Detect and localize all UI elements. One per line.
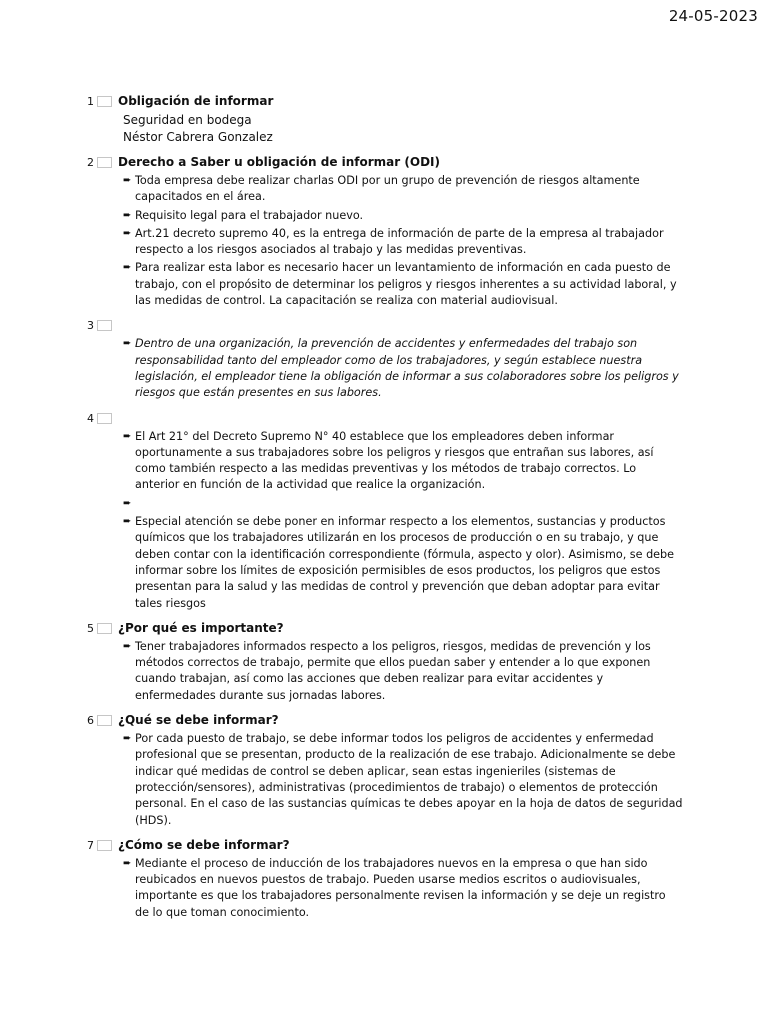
entry-number: 5 [87, 621, 94, 635]
entry-number: 2 [87, 156, 94, 169]
arrow-bullet-icon: ➨ [123, 516, 132, 528]
bullet-list [123, 429, 683, 612]
bullet-item [123, 429, 683, 494]
arrow-bullet-icon: ➨ [123, 430, 132, 442]
outline-entry [0, 317, 768, 401]
outline-entry [0, 712, 768, 829]
outline-entry-header [0, 410, 768, 427]
bullet-item [123, 336, 683, 401]
arrow-bullet-icon: ➨ [123, 733, 132, 745]
outline-entry-header [0, 154, 768, 171]
entry-checkbox[interactable] [97, 715, 112, 726]
bullet-text: Para realizar esta labor es necesario hacer un levantamiento de información en cada puesto de trabajo, con el propósito de determinar los peligros y riesgos inherentes a su actividad laboral, y las medidas de control. La capacitación se realiza con material audiovisual. [135, 261, 677, 308]
bullet-text: Mediante el proceso de inducción de los trabajadores nuevos en la empresa o que han sido reubicados en nuevos puestos de trabajo. Pueden usarse medios escritos o audiovisuales, importante es que los trabajadores personalmente revisen la información y se deje un registro de lo que toman conocimiento. [135, 856, 666, 919]
arrow-bullet-icon: ➨ [123, 640, 132, 652]
outline-entry [0, 837, 768, 921]
outline-entry [0, 154, 768, 309]
entry-title: Derecho a Saber u obligación de informar (ODI) [118, 155, 440, 169]
bullet-text: Especial atención se debe poner en informar respecto a los elementos, sustancias y productos químicos que los trabajadores utilizarán en los procesos de producción o en su trabajo, y que deben contar con la identificación correspondiente (fórmula, aspecto y olor). Asimismo, se debe informar sobre los límites de exposición permisibles de esos productos, los peligros que estos presentan para la salud y las medidas de control y prevención que deban adoptar para evitar tales riesgos [135, 515, 675, 610]
bullet-item [123, 514, 683, 612]
bullet-item [123, 731, 683, 829]
outline-entry-header [0, 712, 768, 729]
bullet-text: Toda empresa debe realizar charlas ODI por un grupo de prevención de riesgos altamente capacitados en el área. [135, 174, 640, 204]
bullet-item [123, 226, 683, 259]
entry-number: 4 [87, 411, 94, 425]
outline-list [0, 93, 768, 929]
bullet-item [123, 260, 683, 309]
outline-entry [0, 410, 768, 612]
entry-checkbox[interactable] [97, 840, 112, 851]
bullet-text: Tener trabajadores informados respecto a los peligros, riesgos, medidas de prevención y los métodos correctos de trabajo, permite que ellos puedan saber y entender a lo que exponen cuando trabajan, así como las acciones que deben realizar para evitar accidentes y enfermedades durante sus jornadas labores. [135, 639, 651, 702]
arrow-bullet-icon: ➨ [123, 227, 132, 239]
entry-number: 3 [87, 319, 94, 333]
bullet-list [123, 336, 683, 401]
outline-entry-header [0, 620, 768, 637]
arrow-bullet-icon: ➨ [123, 175, 132, 186]
bullet-list [123, 856, 683, 921]
entry-title: Obligación de informar [118, 94, 274, 108]
entry-checkbox[interactable] [97, 623, 112, 634]
bullet-text: Requisito legal para el trabajador nuevo. [135, 208, 364, 222]
entry-checkbox[interactable] [97, 320, 112, 331]
entry-title: ¿Qué se debe informar? [118, 713, 279, 728]
bullet-text: Dentro de una organización, la prevención de accidentes y enfermedades del trabajo son responsabilidad tanto del empleador como de los trabajadores, y según establece nuestra legislación, el empleador tiene la obligación de informar a sus colaboradores sobre los peligros y riesgos que están presentes en sus labores. [135, 337, 679, 400]
bullet-list [123, 731, 683, 829]
arrow-bullet-icon: ➨ [123, 262, 132, 274]
entry-title: ¿Por qué es importante? [118, 620, 284, 635]
entry-number: 7 [87, 838, 94, 852]
bullet-text: Art.21 decreto supremo 40, es la entrega de información de parte de la empresa al trabajador respecto a los riesgos asociados al trabajo y las medidas preventivas. [135, 226, 664, 257]
outline-entry-header [0, 837, 768, 854]
bullet-item [123, 856, 683, 921]
outline-entry-header [0, 93, 768, 110]
note-line: Néstor Cabrera Gonzalez [123, 130, 273, 144]
outline-entry [0, 620, 768, 704]
arrow-bullet-icon: ➨ [123, 209, 132, 221]
outline-entry [0, 93, 768, 146]
bullet-text: Por cada puesto de trabajo, se debe informar todos los peligros de accidentes y enfermedad profesional que se presentan, producto de la realización de ese trabajo. Adicionalmente se debe indicar qué medidas de control se deben aplicar, sean estas ingenieriles (sistemas de protección/sensores), administrativas (procedimientos de trabajo) o elementos de protección personal. En el caso de las sustancias químicas te debes apoyar en la hoja de datos de seguridad (HDS). [135, 732, 683, 827]
bullet-list [123, 173, 683, 309]
bullet-item [123, 639, 683, 704]
entry-notes [123, 112, 768, 146]
entry-number: 1 [87, 95, 94, 108]
document-date: 24-05-2023 [668, 7, 758, 25]
bullet-item [123, 173, 683, 206]
bullet-item [123, 496, 683, 512]
arrow-bullet-icon: ➨ [123, 338, 132, 350]
entry-checkbox[interactable] [97, 413, 112, 424]
entry-number: 6 [87, 714, 94, 728]
entry-checkbox[interactable] [97, 96, 112, 107]
entry-title: ¿Cómo se debe informar? [118, 837, 290, 852]
bullet-list [123, 639, 683, 704]
arrow-bullet-icon: ➨ [123, 857, 132, 869]
bullet-text: El Art 21° del Decreto Supremo N° 40 establece que los empleadores deben informar oportunamente a sus trabajadores sobre los peligros y riesgos que entrañan sus labores, así como también respecto a las medidas preventivas y los métodos de trabajo correctos. Lo anterior en función de la actividad que realice la organización. [135, 429, 654, 492]
entry-checkbox[interactable] [97, 157, 112, 168]
outline-entry-header [0, 317, 768, 334]
note-line: Seguridad en bodega [123, 113, 252, 127]
bullet-item [123, 208, 683, 224]
arrow-bullet-icon: ➨ [123, 497, 132, 509]
